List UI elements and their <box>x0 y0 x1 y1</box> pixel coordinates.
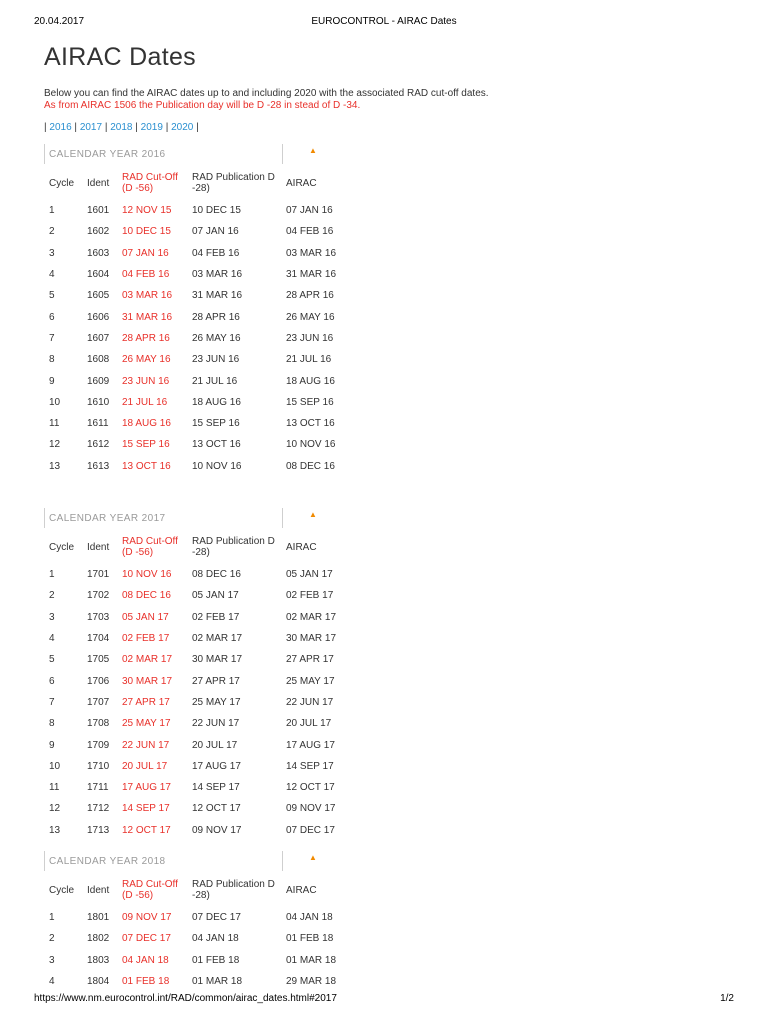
publication-date-cell: 04 FEB 16 <box>192 247 240 259</box>
year-link-2017[interactable]: 2017 <box>79 122 103 133</box>
airac-date-cell: 04 FEB 16 <box>286 226 334 238</box>
table-row <box>44 713 344 734</box>
airac-date-cell: 27 APR 17 <box>286 654 334 666</box>
ident-cell: 1801 <box>87 912 110 924</box>
airac-date-cell: 14 SEP 17 <box>286 760 334 772</box>
publication-column-header: RAD Publication D -28) <box>192 536 275 558</box>
section-caption: CALENDAR YEAR 2017 <box>49 513 166 524</box>
publication-date-cell: 30 MAR 17 <box>192 654 243 666</box>
header-divider <box>44 144 45 164</box>
cutoff-date-cell: 26 MAY 16 <box>122 354 171 366</box>
cutoff-date-cell: 02 MAR 17 <box>122 654 173 666</box>
cutoff-date-cell: 08 DEC 16 <box>122 590 171 602</box>
cycle-cell: 8 <box>49 354 55 366</box>
calendar-section <box>44 851 364 992</box>
cutoff-date-cell: 07 DEC 17 <box>122 933 171 945</box>
year-link-2019[interactable]: 2019 <box>140 122 163 133</box>
airac-date-cell: 15 SEP 16 <box>286 396 334 408</box>
airac-date-cell: 12 OCT 17 <box>286 782 335 794</box>
cutoff-date-cell: 15 SEP 16 <box>122 439 170 451</box>
airac-date-cell: 13 OCT 16 <box>286 418 335 430</box>
cycle-cell: 1 <box>49 912 55 924</box>
airac-date-cell: 04 JAN 18 <box>286 912 333 924</box>
cutoff-date-cell: 09 NOV 17 <box>122 912 172 924</box>
cutoff-date-cell: 17 AUG 17 <box>122 782 171 794</box>
page-title: AIRAC Dates <box>44 43 196 71</box>
table-row <box>44 413 344 434</box>
airac-date-cell: 10 NOV 16 <box>286 439 336 451</box>
airac-date-cell: 17 AUG 17 <box>286 739 335 751</box>
cutoff-date-cell: 02 FEB 17 <box>122 633 170 645</box>
publication-date-cell: 04 JAN 18 <box>192 933 239 945</box>
table-row <box>44 756 344 777</box>
header-divider <box>282 144 283 164</box>
back-to-top-icon[interactable]: ▲ <box>309 146 317 155</box>
publication-date-cell: 13 OCT 16 <box>192 439 241 451</box>
publication-date-cell: 18 AUG 16 <box>192 396 241 408</box>
airac-table <box>44 166 344 477</box>
ident-cell: 1712 <box>87 803 110 815</box>
cutoff-column-header: RAD Cut-Off (D -56) <box>122 536 178 558</box>
publication-date-cell: 21 JUL 16 <box>192 375 238 387</box>
year-link-2016[interactable]: 2016 <box>49 122 72 133</box>
cutoff-date-cell: 27 APR 17 <box>122 696 170 708</box>
airac-date-cell: 09 NOV 17 <box>286 803 336 815</box>
cutoff-date-cell: 04 JAN 18 <box>122 954 169 966</box>
ident-column-header: Ident <box>87 177 110 189</box>
ident-cell: 1708 <box>87 718 110 730</box>
table-row <box>44 306 344 327</box>
airac-date-cell: 22 JUN 17 <box>286 696 334 708</box>
table-row <box>44 456 344 477</box>
publication-date-cell: 23 JUN 16 <box>192 354 240 366</box>
publication-column-header: RAD Publication D -28) <box>192 879 275 901</box>
cycle-cell: 12 <box>49 803 61 815</box>
table-row <box>44 928 344 949</box>
cycle-cell: 4 <box>49 269 55 281</box>
airac-date-cell: 20 JUL 17 <box>286 718 332 730</box>
header-divider <box>44 851 45 871</box>
ident-cell: 1601 <box>87 205 110 217</box>
ident-cell: 1611 <box>87 418 109 430</box>
publication-date-cell: 27 APR 17 <box>192 675 240 687</box>
cycle-cell: 10 <box>49 396 61 408</box>
table-row <box>44 328 344 349</box>
table-row <box>44 649 344 670</box>
airac-column-header: AIRAC <box>286 541 317 553</box>
intro-block <box>44 88 489 112</box>
cutoff-date-cell: 31 MAR 16 <box>122 311 173 323</box>
airac-date-cell: 23 JUN 16 <box>286 332 334 344</box>
table-row <box>44 777 344 798</box>
publication-date-cell: 07 JAN 16 <box>192 226 239 238</box>
ident-cell: 1610 <box>87 396 110 408</box>
section-caption: CALENDAR YEAR 2018 <box>49 856 166 867</box>
airac-date-cell: 07 DEC 17 <box>286 824 335 836</box>
publication-date-cell: 01 FEB 18 <box>192 954 240 966</box>
cycle-cell: 5 <box>49 654 55 666</box>
section-header <box>44 851 364 871</box>
cycle-cell: 6 <box>49 675 55 687</box>
table-row <box>44 285 344 306</box>
table-row <box>44 585 344 606</box>
airac-date-cell: 25 MAY 17 <box>286 675 335 687</box>
cycle-column-header: Cycle <box>49 884 75 896</box>
cycle-cell: 10 <box>49 760 61 772</box>
airac-date-cell: 08 DEC 16 <box>286 460 335 472</box>
cutoff-date-cell: 18 AUG 16 <box>122 418 171 430</box>
header-divider <box>44 508 45 528</box>
cycle-cell: 2 <box>49 226 55 238</box>
publication-date-cell: 26 MAY 16 <box>192 332 241 344</box>
cutoff-date-cell: 21 JUL 16 <box>122 396 168 408</box>
airac-table <box>44 873 344 992</box>
ident-cell: 1704 <box>87 633 110 645</box>
back-to-top-icon[interactable]: ▲ <box>309 510 317 519</box>
cycle-column-header: Cycle <box>49 177 75 189</box>
ident-cell: 1602 <box>87 226 110 238</box>
table-row <box>44 243 344 264</box>
cycle-cell: 11 <box>49 418 60 430</box>
cycle-cell: 2 <box>49 933 55 945</box>
back-to-top-icon[interactable]: ▲ <box>309 853 317 862</box>
ident-cell: 1711 <box>87 782 109 794</box>
publication-date-cell: 10 NOV 16 <box>192 460 242 472</box>
table-row <box>44 264 344 285</box>
cutoff-date-cell: 13 OCT 16 <box>122 460 171 472</box>
cutoff-date-cell: 12 NOV 15 <box>122 205 172 217</box>
cutoff-date-cell: 03 MAR 16 <box>122 290 173 302</box>
publication-date-cell: 08 DEC 16 <box>192 569 241 581</box>
ident-cell: 1706 <box>87 675 110 687</box>
publication-date-cell: 02 MAR 17 <box>192 633 243 645</box>
publication-date-cell: 22 JUN 17 <box>192 718 240 730</box>
airac-date-cell: 26 MAY 16 <box>286 311 335 323</box>
year-link-separator: | <box>74 122 78 133</box>
airac-date-cell: 07 JAN 16 <box>286 205 333 217</box>
ident-cell: 1705 <box>87 654 110 666</box>
year-link-separator: | <box>104 122 108 133</box>
year-link-separator: | <box>165 122 169 133</box>
airac-column-header: AIRAC <box>286 884 317 896</box>
cycle-cell: 1 <box>49 569 55 581</box>
table-row <box>44 734 344 755</box>
table-row <box>44 349 344 370</box>
year-link-2018[interactable]: 2018 <box>110 122 133 133</box>
airac-table <box>44 530 344 841</box>
table-header-row <box>44 873 344 907</box>
table-row <box>44 628 344 649</box>
cutoff-date-cell: 01 FEB 18 <box>122 976 170 988</box>
print-header <box>0 16 768 30</box>
publication-date-cell: 12 OCT 17 <box>192 803 241 815</box>
publication-date-cell: 14 SEP 17 <box>192 782 240 794</box>
cycle-cell: 13 <box>49 824 61 836</box>
table-row <box>44 670 344 691</box>
publication-date-cell: 17 AUG 17 <box>192 760 241 772</box>
ident-cell: 1701 <box>87 569 110 581</box>
table-row <box>44 200 344 221</box>
print-page-number: 1/2 <box>720 993 734 1004</box>
airac-date-cell: 28 APR 16 <box>286 290 334 302</box>
cycle-cell: 6 <box>49 311 55 323</box>
cutoff-date-cell: 28 APR 16 <box>122 332 170 344</box>
year-link-2020[interactable]: 2020 <box>171 122 194 133</box>
ident-cell: 1603 <box>87 247 110 259</box>
year-link-separator: | <box>44 122 47 133</box>
header-divider <box>282 851 283 871</box>
intro-text: Below you can find the AIRAC dates up to and including 2020 with the associated RAD cut-off dates. <box>44 88 489 99</box>
publication-date-cell: 15 SEP 16 <box>192 418 240 430</box>
table-header-row <box>44 166 344 200</box>
ident-cell: 1803 <box>87 954 110 966</box>
table-row <box>44 370 344 391</box>
cutoff-column-header: RAD Cut-Off (D -56) <box>122 879 178 901</box>
airac-date-cell: 02 MAR 17 <box>286 611 337 623</box>
ident-cell: 1707 <box>87 696 110 708</box>
cutoff-column-header: RAD Cut-Off (D -56) <box>122 172 178 194</box>
table-row <box>44 820 344 841</box>
table-row <box>44 221 344 242</box>
cutoff-date-cell: 14 SEP 17 <box>122 803 170 815</box>
airac-date-cell: 18 AUG 16 <box>286 375 335 387</box>
cutoff-date-cell: 20 JUL 17 <box>122 760 168 772</box>
cycle-cell: 12 <box>49 439 61 451</box>
cycle-cell: 3 <box>49 247 55 259</box>
airac-date-cell: 01 MAR 18 <box>286 954 337 966</box>
publication-date-cell: 05 JAN 17 <box>192 590 239 602</box>
section-header <box>44 508 364 528</box>
cutoff-date-cell: 25 MAY 17 <box>122 718 171 730</box>
cycle-cell: 3 <box>49 954 55 966</box>
publication-date-cell: 09 NOV 17 <box>192 824 242 836</box>
airac-date-cell: 01 FEB 18 <box>286 933 334 945</box>
year-link-separator: | <box>196 122 199 133</box>
cycle-cell: 7 <box>49 696 55 708</box>
section-caption: CALENDAR YEAR 2016 <box>49 149 166 160</box>
cycle-cell: 1 <box>49 205 55 217</box>
cycle-cell: 9 <box>49 375 55 387</box>
publication-date-cell: 01 MAR 18 <box>192 976 243 988</box>
airac-column-header: AIRAC <box>286 177 317 189</box>
cutoff-date-cell: 05 JAN 17 <box>122 611 169 623</box>
publication-date-cell: 28 APR 16 <box>192 311 240 323</box>
year-links <box>44 122 199 133</box>
ident-column-header: Ident <box>87 884 110 896</box>
print-date: 20.04.2017 <box>34 16 85 27</box>
cutoff-date-cell: 23 JUN 16 <box>122 375 170 387</box>
publication-notice: As from AIRAC 1506 the Publication day will be D -28 in stead of D -34. <box>44 100 361 111</box>
ident-cell: 1608 <box>87 354 110 366</box>
cutoff-date-cell: 12 OCT 17 <box>122 824 171 836</box>
table-row <box>44 607 344 628</box>
calendar-section <box>44 508 364 841</box>
table-row <box>44 564 344 585</box>
airac-date-cell: 02 FEB 17 <box>286 590 334 602</box>
publication-date-cell: 31 MAR 16 <box>192 290 243 302</box>
ident-cell: 1703 <box>87 611 110 623</box>
cycle-cell: 13 <box>49 460 61 472</box>
header-divider <box>282 508 283 528</box>
table-row <box>44 692 344 713</box>
cycle-cell: 9 <box>49 739 55 751</box>
ident-cell: 1802 <box>87 933 110 945</box>
table-row <box>44 907 344 928</box>
cycle-column-header: Cycle <box>49 541 75 553</box>
publication-date-cell: 10 DEC 15 <box>192 205 241 217</box>
ident-cell: 1604 <box>87 269 110 281</box>
cutoff-date-cell: 07 JAN 16 <box>122 247 169 259</box>
ident-cell: 1710 <box>87 760 110 772</box>
airac-date-cell: 29 MAR 18 <box>286 976 337 988</box>
cycle-cell: 4 <box>49 976 55 988</box>
table-row <box>44 971 344 992</box>
airac-date-cell: 30 MAR 17 <box>286 633 337 645</box>
ident-cell: 1612 <box>87 439 110 451</box>
ident-cell: 1606 <box>87 311 110 323</box>
ident-cell: 1702 <box>87 590 110 602</box>
ident-column-header: Ident <box>87 541 110 553</box>
publication-date-cell: 02 FEB 17 <box>192 611 240 623</box>
cutoff-date-cell: 30 MAR 17 <box>122 675 173 687</box>
table-header-row <box>44 530 344 564</box>
ident-cell: 1709 <box>87 739 110 751</box>
print-footer <box>0 993 768 1007</box>
airac-date-cell: 31 MAR 16 <box>286 269 337 281</box>
airac-date-cell: 21 JUL 16 <box>286 354 332 366</box>
cycle-cell: 4 <box>49 633 55 645</box>
ident-cell: 1607 <box>87 332 110 344</box>
airac-date-cell: 05 JAN 17 <box>286 569 333 581</box>
cycle-cell: 11 <box>49 782 60 794</box>
table-row <box>44 392 344 413</box>
year-link-separator: | <box>135 122 138 133</box>
publication-column-header: RAD Publication D -28) <box>192 172 275 194</box>
print-url: https://www.nm.eurocontrol.int/RAD/common/airac_dates.html#2017 <box>34 993 337 1004</box>
print-title: EUROCONTROL - AIRAC Dates <box>311 16 457 27</box>
cutoff-date-cell: 10 DEC 15 <box>122 226 171 238</box>
ident-cell: 1605 <box>87 290 110 302</box>
airac-date-cell: 03 MAR 16 <box>286 247 337 259</box>
cycle-cell: 2 <box>49 590 55 602</box>
ident-cell: 1804 <box>87 976 110 988</box>
cycle-cell: 8 <box>49 718 55 730</box>
publication-date-cell: 03 MAR 16 <box>192 269 243 281</box>
section-header <box>44 144 364 164</box>
publication-date-cell: 25 MAY 17 <box>192 696 241 708</box>
table-row <box>44 950 344 971</box>
calendar-section <box>44 144 364 477</box>
cutoff-date-cell: 04 FEB 16 <box>122 269 170 281</box>
ident-cell: 1609 <box>87 375 110 387</box>
cutoff-date-cell: 10 NOV 16 <box>122 569 172 581</box>
cutoff-date-cell: 22 JUN 17 <box>122 739 170 751</box>
ident-cell: 1713 <box>87 824 110 836</box>
table-row <box>44 798 344 819</box>
table-row <box>44 434 344 455</box>
publication-date-cell: 20 JUL 17 <box>192 739 238 751</box>
cycle-cell: 3 <box>49 611 55 623</box>
cycle-cell: 5 <box>49 290 55 302</box>
publication-date-cell: 07 DEC 17 <box>192 912 241 924</box>
cycle-cell: 7 <box>49 332 55 344</box>
ident-cell: 1613 <box>87 460 110 472</box>
